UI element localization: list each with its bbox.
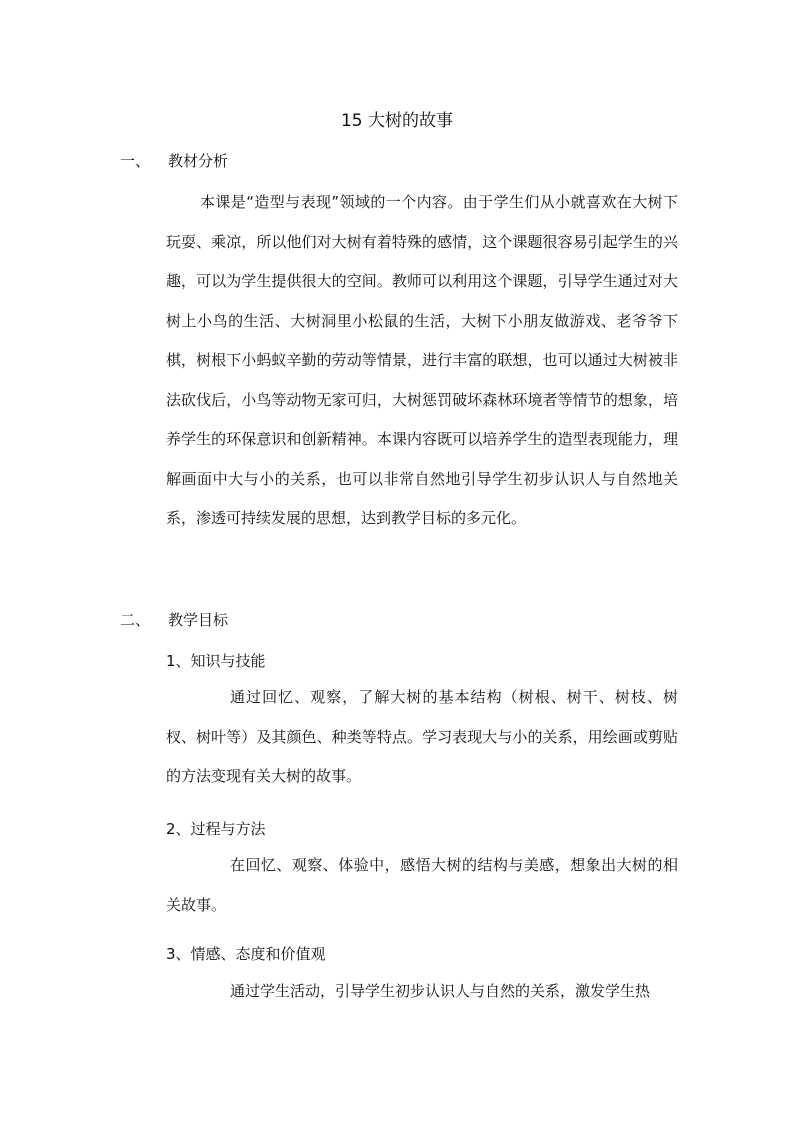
objective-label-knowledge: 1、知识与技能 xyxy=(166,652,266,670)
objective-text-process: 在回忆、观察、体验中，感悟大树的结构与美感，想象出大树的相关故事。 xyxy=(166,856,678,914)
section-heading-text: 教学目标 xyxy=(168,611,229,629)
section-number: 二、 xyxy=(120,611,151,629)
section-heading-text: 教材分析 xyxy=(168,152,229,170)
objective-text-attitude: 通过学生活动，引导学生初步认识人与自然的关系，激发学生热 xyxy=(230,982,651,1000)
objective-label-attitude: 3、情感、态度和价值观 xyxy=(166,945,326,963)
analysis-paragraph: 本课是“造型与表现”领域的一个内容。由于学生们从小就喜欢在大树下玩耍、乘凉，所以他们对大树有着特殊的感情，这个课题很容易引起学生的兴趣，可以为学生提供很大的空间。教师可以利用这个课题，引导学生通过对大树上小鸟的生活、大树洞里小松鼠的生活，大树下小朋友做游戏、老爷爷下棋，树根下小蚂蚁辛勤的劳动等情景，进行丰富的联想，也可以通过大树被非法砍伐后，小鸟等动物无家可归，大树惩罚破坏森林环境者等情节的想象，培养学生的环保意识和创新精神。本课内容既可以培养学生的造型表现能力，理解画面中大与小的关系，也可以非常自然地引导学生初步认识人与自然地关系，渗透可持续发展的思想，达到教学目标的多元化。 xyxy=(166,193,678,527)
document-title: 15 大树的故事 xyxy=(340,111,454,131)
section-number: 一、 xyxy=(120,152,151,170)
objective-text-knowledge: 通过回忆、观察，了解大树的基本结构（树根、树干、树枝、树杈、树叶等）及其颜色、种类等特点。学习表现大与小的关系，用绘画或剪贴的方法变现有关大树的故事。 xyxy=(166,688,678,785)
objective-label-process: 2、过程与方法 xyxy=(166,820,266,838)
section-heading-objectives xyxy=(120,609,228,630)
section-heading-analysis xyxy=(120,150,228,171)
